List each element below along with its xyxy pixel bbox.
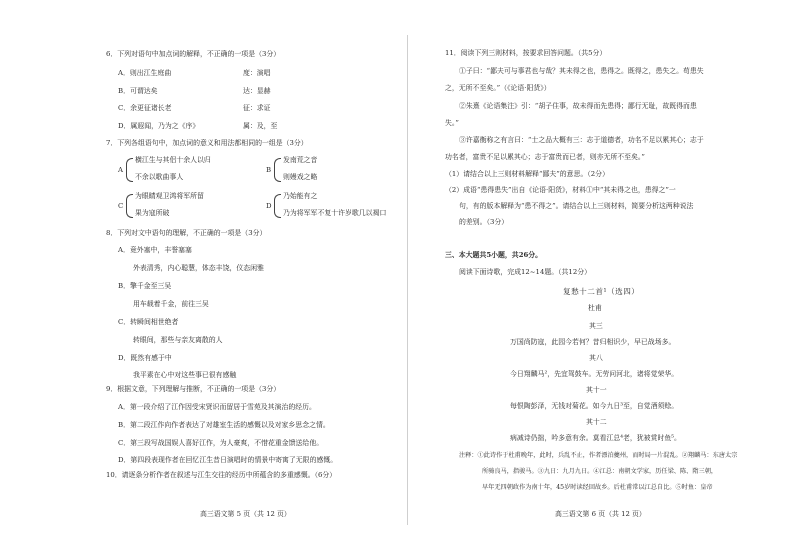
stanza-1-text: 万国尚防寇，此园今若何？昔归相识少，早已战场多。 bbox=[510, 338, 676, 346]
q11-stem: 11．阅读下列三则材料，按要求回答问题。（共5分） bbox=[445, 49, 607, 57]
q9-option-d: D．第四段表现作者在回忆江生昔日演唱时的情景中寄寓了无限的感慨。 bbox=[118, 456, 338, 464]
q11-material2-line2: 失。” bbox=[445, 119, 459, 127]
q6-option-c: C．余更征诸长老 bbox=[118, 104, 172, 112]
q7-d-line2: 乃为将军军不复十许岁歌几以褐口 bbox=[283, 209, 387, 217]
q11-subq2-line1: （2）成语“患得患失”出自《论语·阳货》，材料①中“其未得之也，患得之”一 bbox=[445, 186, 676, 194]
notes-line1: 注释：①此诗作于杜甫晚年，此时，兵乱不止，作者漂泊夔州，而时局一片混乱。②翔麟马：东唐太宗 bbox=[459, 452, 738, 459]
poem-title: 复愁十二首¹（选四） bbox=[563, 287, 640, 296]
q11-material3-line1: ③许嘉衡称之有言曰：“士之品大概有三：志于道德者，功名不足以累其心；志于 bbox=[459, 136, 704, 144]
section3-heading: 三、本大题共5小题，共26分。 bbox=[445, 251, 543, 259]
q11-material1-line1: ①子曰：“鄙夫可与事君也与哉？其未得之也，患得之。既得之，患失之。苟患失 bbox=[459, 67, 704, 75]
q10-stem: 10．请逐条分析作者在叙述与江生交往的经历中所蕴含的多重感慨。（6分） bbox=[106, 471, 337, 479]
q9-option-a: A．第一段介绍了江作因受宋贤识而留居于雪苑及其演治的经历。 bbox=[118, 403, 316, 411]
q7-d-label: D bbox=[266, 202, 272, 210]
stanza-4-text: 病减诗仍拙，吟多意有余。莫看江总⁴老，犹被赏时鱼⁵。 bbox=[510, 434, 681, 442]
q7-a-line1: 横江生与其侣十余人以归 bbox=[135, 156, 211, 164]
q8-c-quote: C．转瞬间相世绝者 bbox=[118, 318, 179, 326]
left-page-footer: 高三语文第 5 页（共 12 页） bbox=[200, 510, 291, 518]
stanza-2-heading: 其八 bbox=[589, 354, 603, 362]
q7-d-line1: 乃始能有之 bbox=[283, 192, 318, 200]
q9-option-b: B．第二段江作向作者表达了对雄室生活的感慨以及对家乡思念之情。 bbox=[118, 421, 330, 429]
q8-c-explain: 转眼间，那些与亲友离散的人 bbox=[133, 336, 223, 344]
q7-a-line2: 不余以歌曲事人 bbox=[135, 173, 184, 181]
q8-d-quote: D．既然有感于中 bbox=[118, 354, 172, 362]
right-page-footer: 高三语文第 6 页（共 12 页） bbox=[555, 510, 646, 518]
q6-option-a: A．则出江生庭曲 bbox=[118, 69, 172, 77]
q7-stem: 7．下列各组语句中，加点词的意义和用法都相同的一组是（3分） bbox=[106, 139, 308, 147]
q11-subq1: （1）请结合以上三则材料解释“鄙夫”的意思。（2分） bbox=[445, 170, 609, 178]
q6-stem: 6．下列对语句中加点词的解释，不正确的一项是（3分） bbox=[106, 50, 281, 58]
q6-option-d: D．属遐闻，乃为之《序》 bbox=[118, 122, 200, 130]
q11-material2-line1: ②朱熹《论语集注》引：“胡子住事，故未得而先患得；鄙行无耻，故既得而患 bbox=[459, 102, 697, 110]
q7-b-label: B bbox=[266, 166, 272, 174]
stanza-3-text: 每恨陶彭泽，无钱对菊花。如今九日³至，自觉酒须赊。 bbox=[510, 402, 679, 410]
q7-c-label: C bbox=[118, 202, 124, 210]
q8-a-quote: A．竟外塞中，丰誉塞塞 bbox=[118, 246, 192, 254]
q6-option-b-def: 达：显赫 bbox=[243, 87, 271, 95]
poem-author: 杜甫 bbox=[588, 304, 602, 312]
q11-material1-line2: 之，无所不至矣。”（《论语·阳货》） bbox=[445, 84, 551, 92]
q7-b-line1: 发南荒之音 bbox=[283, 156, 318, 164]
stanza-4-heading: 其十二 bbox=[586, 418, 607, 426]
q8-a-explain: 外表清秀，内心聪慧，体态丰饶，仪态闲雅 bbox=[133, 264, 264, 272]
notes-line2: 所骑良马，指骏马。③九日：九月九日。④江总：南朝文学家，历任梁、陈、隋三朝， bbox=[482, 468, 718, 475]
section3-instruction: 阅读下面诗歌，完成12~14题。（共12分） bbox=[459, 268, 591, 276]
q7-b-line2: 则嫚戏之略 bbox=[283, 173, 318, 181]
q8-stem: 8．下列对文中语句的理解，不正确的一项是（3分） bbox=[106, 229, 267, 237]
notes-line3: 早年无四朝政作为南十年，45岁时读经回故乡。后杜甫常以江总自比。⑤时鱼：皇帝 bbox=[482, 484, 713, 491]
q8-b-quote: B．擎千金至三吴 bbox=[118, 282, 172, 290]
q6-option-d-def: 属：及，至 bbox=[243, 122, 278, 130]
page-divider bbox=[407, 35, 408, 525]
stanza-3-heading: 其十一 bbox=[586, 386, 607, 394]
q7-c-line2: 果为寇所破 bbox=[135, 209, 170, 217]
q9-option-c: C．第三段写战国娱人喜好江作，为人豪爽，不惜花重金馈送给他。 bbox=[118, 439, 324, 447]
q11-material3-line2: 功名者，富贵不足以累其心；志于富贵而已者，则亦无所不至矣。” bbox=[445, 153, 645, 161]
q7-d-brace bbox=[274, 194, 281, 218]
q6-option-b: B．可谓达矣 bbox=[118, 87, 158, 95]
q6-option-c-def: 征：求证 bbox=[243, 104, 271, 112]
q11-subq2-line2: 句，有的版本解释为“患不得之”。请结合以上三则材料，简要分析这两种说法 bbox=[459, 202, 694, 210]
q7-a-brace bbox=[126, 158, 133, 182]
stanza-2-text: 今日翔麟马²，先宜驾鼓车。无劳问河北，诸将觉荣华。 bbox=[510, 370, 679, 378]
q7-c-brace bbox=[126, 194, 133, 218]
q9-stem: 9．根据文意，下列理解与推断，不正确的一项是（3分） bbox=[106, 385, 281, 393]
q7-c-line1: 为眼睛观卫鸿将军所留 bbox=[135, 192, 204, 200]
q11-subq2-line3: 的差别。（3分） bbox=[459, 218, 509, 226]
q7-b-brace bbox=[274, 158, 281, 182]
q7-a-label: A bbox=[118, 166, 123, 174]
stanza-1-heading: 其三 bbox=[589, 322, 603, 330]
q8-b-explain: 用车载着千金，前往三吴 bbox=[133, 300, 209, 308]
q6-option-a-def: 度：演唱 bbox=[243, 69, 271, 77]
q8-d-explain: 我平素在心中对这些事已很有感触 bbox=[133, 371, 237, 379]
